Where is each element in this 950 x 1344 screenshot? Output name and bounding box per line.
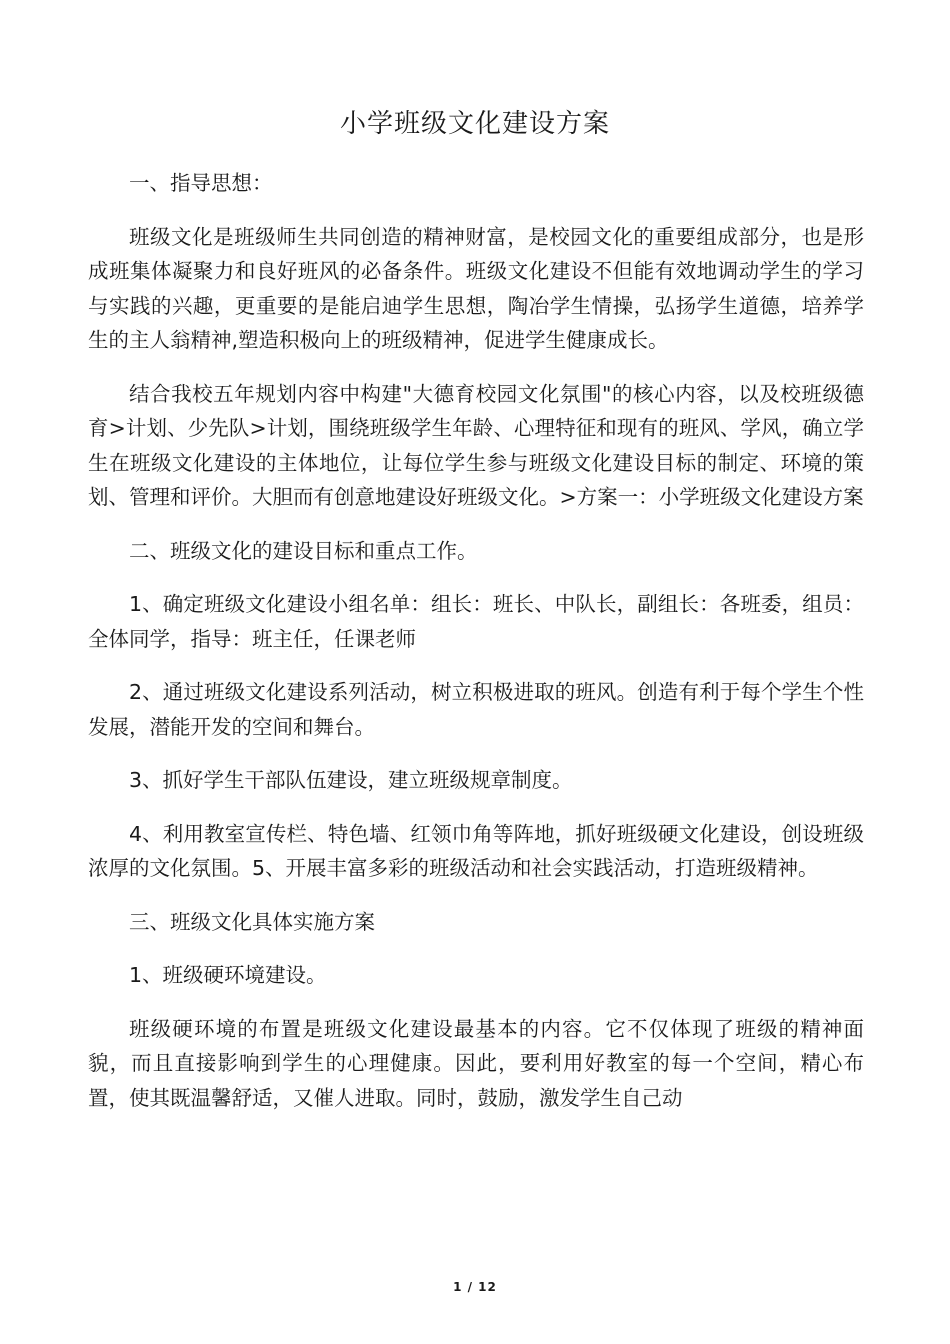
list-item: 3、抓好学生干部队伍建设，建立班级规章制度。 bbox=[129, 768, 573, 792]
paragraph: 班级硬环境的布置是班级文化建设最基本的内容。它不仅体现了班级的精神面貌，而且直接影响到学生的心理健康。因此，要利用好教室的每一个空间，精心布置，使其既温馨舒适，又催人进取。同时，鼓励，激发学生自己动 bbox=[88, 1016, 864, 1110]
subsection-heading: 1、班级硬环境建设。 bbox=[129, 963, 327, 987]
section-heading-goals: 二、班级文化的建设目标和重点工作。 bbox=[129, 538, 478, 563]
paragraph: 班级文化是班级师生共同创造的精神财富，是校园文化的重要组成部分，也是形成班集体凝聚力和良好班风的必备条件。班级文化建设不但能有效地调动学生的学习与实践的兴趣，更重要的是能启迪学生思想，陶冶学生情操，弘扬学生道德，培养学生的主人翁精神,塑造积极向上的班级精神，促进学生健康成长。 bbox=[88, 224, 864, 352]
list-item: 2、通过班级文化建设系列活动，树立积极进取的班风。创造有利于每个学生个性发展，潜能开发的空间和舞台。 bbox=[88, 680, 864, 739]
list-item: 4、利用教室宣传栏、特色墙、红领巾角等阵地，抓好班级硬文化建设，创设班级浓厚的文化氛围。5、开展丰富多彩的班级活动和社会实践活动，打造班级精神。 bbox=[88, 821, 864, 880]
list-item: 1、确定班级文化建设小组名单：组长：班长、中队长，副组长：各班委，组员：全体同学，指导：班主任，任课老师 bbox=[88, 592, 864, 651]
section-heading-guiding-ideology: 一、指导思想： bbox=[129, 171, 273, 195]
page-indicator: 1 / 12 bbox=[453, 1280, 497, 1294]
document-body bbox=[88, 166, 864, 1134]
paragraph: 结合我校五年规划内容中构建"大德育校园文化氛围"的核心内容，以及校班级德育>计划、少先队>计划，围绕班级学生年龄、心理特征和现有的班风、学风，确立学生在班级文化建设的主体地位，让每位学生参与班级文化建设目标的制定、环境的策划、管理和评价。大胆而有创意地建设好班级文化。>方案一：小学班级文化建设方案 bbox=[88, 381, 864, 509]
document-title: 小学班级文化建设方案 bbox=[339, 109, 610, 139]
section-heading-implementation: 三、班级文化具体实施方案 bbox=[129, 909, 375, 934]
